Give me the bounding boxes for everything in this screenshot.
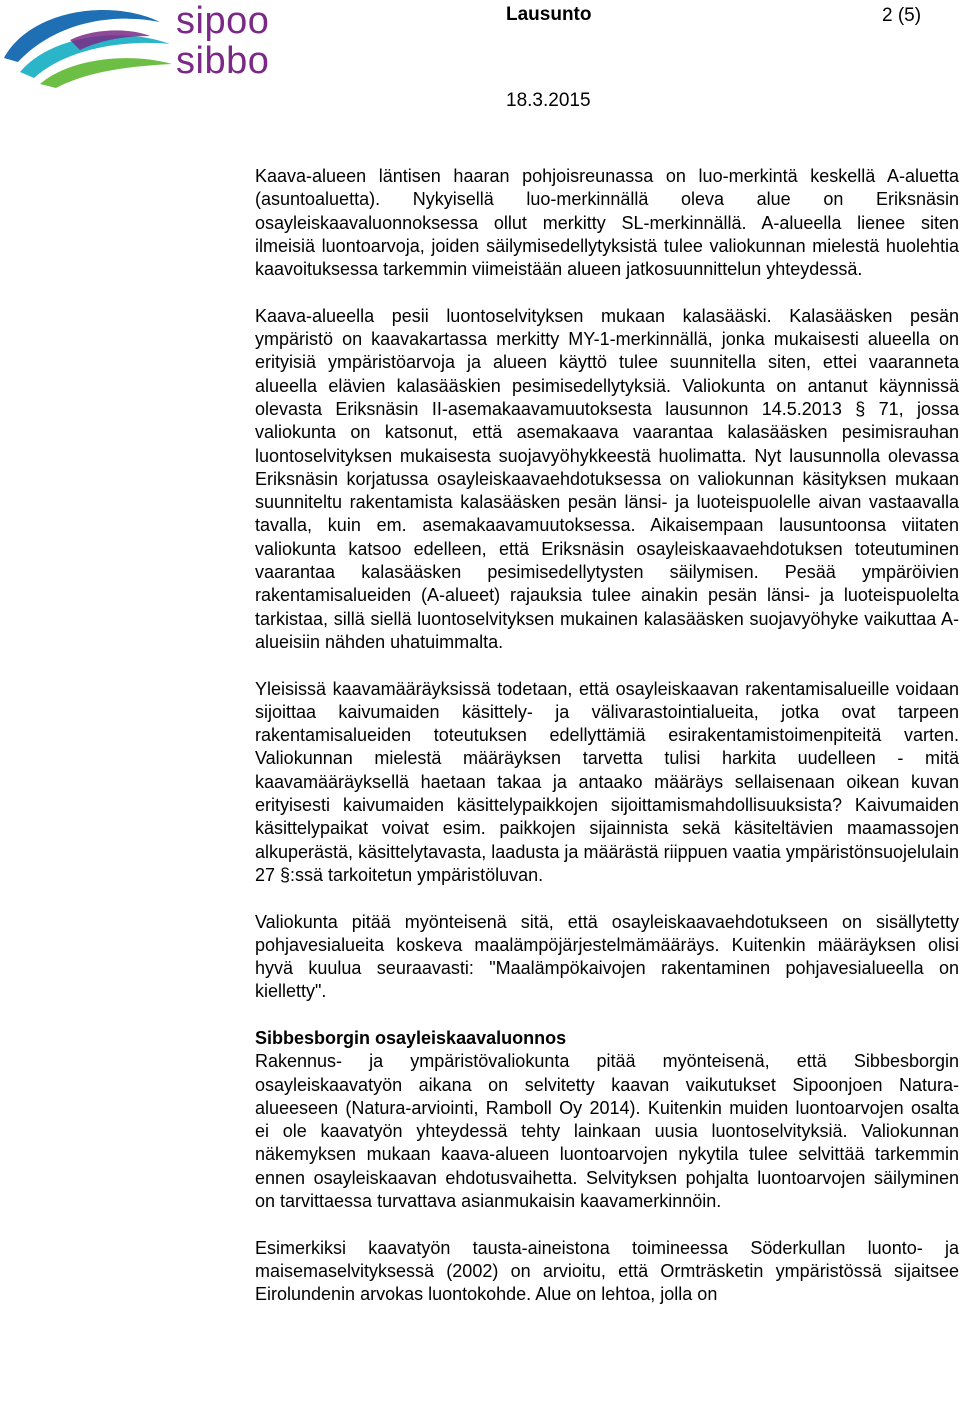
paragraph: Yleisissä kaavamääräyksissä todetaan, että osayleiskaavan rakentamisalueille voidaan sijoittaa kaivumaiden käsittely- ja välivarastointialueita, jotka ovat tarpeen rakentamisalueiden toteutuksen edellyttämiä esirakentamistoimenpiteitä varten. Valiokunnan mielestä määräyksen tarvetta tulisi harkita uudelleen - mitä kaavamääräyksellä haetaan takaa ja antaako määräys sellaisenaan oikean kuvan erityisesti kaivumaiden käsittelypaikkojen sijoittamismahdollisuuksista? Kaivumaiden käsittelypaikat voivat esim. paikkojen sijainnista sekä käsiteltävien maamassojen alkuperästä, käsittelytavasta, laadusta ja määrästä riippuen vaatia ympäristönsuojelulain 27 §:ssä tarkoitetun ympäristöluvan. (255, 678, 959, 885)
paragraph: Esimerkiksi kaavatyön tausta-aineistona toimineessa Söderkullan luonto- ja maisemaselvityksessä (2002) on arvioitu, että Ormträsketin ympäristössä sijaitsee Eirolundenin arvokas luontokohde. Alue on lehtoa, jolla on (255, 1237, 959, 1305)
paragraph: Kaava-alueella pesii luontoselvityksen mukaan kalasääski. Kalasääsken pesän ympäristö on kaavakartassa merkitty MY-1-merkinnällä, jonka mukaisesti alueella on erityisiä ympäristöarvoja ja alueen käyttö tulee suunnitella siten, ettei vaaranneta alueella elävien kalasääskien pesimisedellytyksiä. Valiokunta on antanut käynnissä olevasta Eriksnäsin II-asemakaavamuutoksesta lausunnon 14.5.2013 § 71, jossa valiokunta on katsonut, että asemakaava vaarantaa kalasääsken pesimisrauhan luontoselvityksen mukaisesta suojavyöhykkeestä huolimatta. Nyt lausunnolla olevassa Eriksnäsin korjatussa osayleiskaavaehdotuksessa on valiokunnan käsityksen mukaan suunniteltu rakentamista kalasääsken pesän länsi- ja luoteispuolelle aivan vastaavalla tavalla, kuin em. asemakaavamuutoksessa. Aikaisempaan lausuntoonsa viitaten valiokunta katsoo edelleen, että Eriksnäsin osayleiskaavaehdotuksen toteutuminen vaarantaa kalasääsken pesimisedellytysten säilymisen. Pesää ympäröivien rakentamisalueiden (A-alueet) rajauksia tulee ainakin pesän länsi- ja luoteispuolelta tarkistaa, sillä siellä luontoselvityksen mukainen kalasääsken suojavyöhyke vaikuttaa A-alueisiin nähden uhatuimmalta. (255, 305, 959, 652)
page-number: 2 (5) (882, 5, 922, 26)
logo-line-2: sibbo (176, 40, 270, 82)
logo-line-1: sipoo (176, 0, 270, 42)
paragraph: Rakennus- ja ympäristövaliokunta pitää myönteisenä, että Sibbesborgin osayleiskaavatyön aikana on selvitetty kaavan vaikutukset Sipoonjoen Natura-alueeseen (Natura-arviointi, Ramboll Oy 2014). Kuitenkin muiden luontoarvojen osalta ei ole kaavatyön yhteydessä tehty lainkaan uusia luontoselvityksiä. Valiokunnan näkemyksen mukaan kaava-alueen luontoarvojen nykytila tulee selvittää tarkemmin ennen osayleiskaavan ehdotusvaihetta. Selvityksen pohjalta luontoarvojen säilyminen on tarvittaessa turvattava asianmukaisin kaavamerkinnöin. (255, 1051, 959, 1212)
sipoo-sibbo-logo (0, 0, 300, 90)
section-heading: Sibbesborgin osayleiskaavaluonnos (255, 1027, 567, 1048)
logo-swoosh-icon (0, 0, 175, 90)
paragraph: Kaava-alueen läntisen haaran pohjoisreunassa on luo-merkintä keskellä A-aluetta (asuntoaluetta). Nykyisellä luo-merkinnällä oleva alue on Eriksnäsin osayleiskaavaluonnoksessa ollut merkitty SL-merkinnällä. A-alueella lienee siten ilmeisiä luontoarvoja, joiden säilymisedellytyksistä tulee valiokunnan mielestä huolehtia kaavoituksessa tarkemmin viimeistään alueen jatkosuunnittelun yhteydessä. (255, 166, 959, 280)
paragraph: Valiokunta pitää myönteisenä sitä, että osayleiskaavaehdotukseen on sisällytetty pohjavesialueita koskeva maalämpöjärjestelmämääräys. Kuitenkin määräyksen olisi hyvä kuulua seuraavasti: "Maalämpökaivojen rakentaminen pohjavesialueella on kielletty". (255, 911, 959, 1002)
document-body (255, 165, 959, 1330)
document-type: Lausunto (506, 4, 592, 25)
document-date: 18.3.2015 (506, 90, 591, 111)
